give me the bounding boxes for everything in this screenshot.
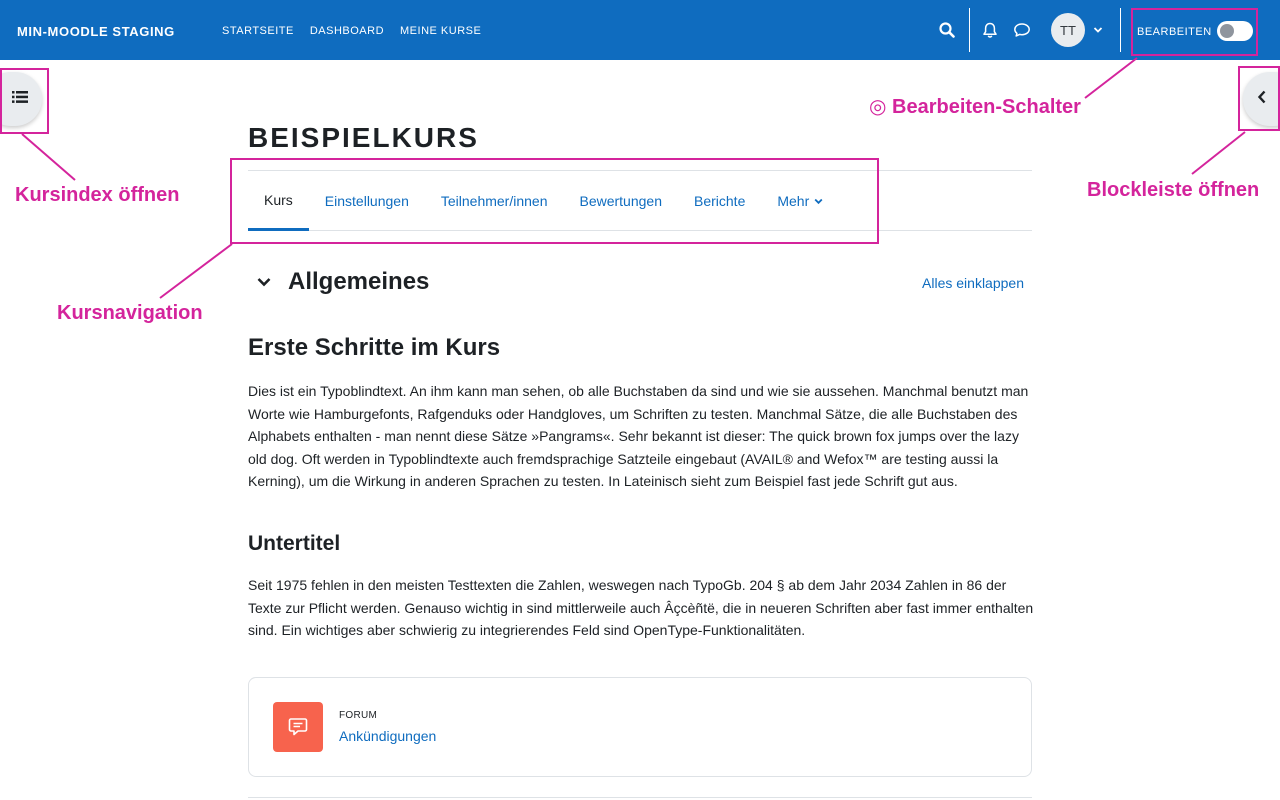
content-heading: Erste Schritte im Kurs (248, 334, 501, 361)
annotation-course-index: Kursindex öffnen (15, 184, 180, 206)
content-subheading: Untertitel (248, 532, 341, 555)
tab-einstellungen[interactable]: Einstellungen (324, 193, 409, 209)
nav-link-startseite[interactable]: STARTSEITE (222, 25, 294, 37)
annotation-box-block-drawer (1238, 66, 1280, 131)
edit-mode-label[interactable]: BEARBEITEN (1137, 26, 1212, 38)
annotation-course-nav: Kursnavigation (57, 302, 203, 324)
divider (248, 797, 1032, 798)
page-title: BEISPIELKURS (248, 122, 479, 153)
nav-link-meine-kurse[interactable]: MEINE KURSE (400, 25, 482, 37)
annotation-box-course-index (0, 68, 49, 134)
activity-link[interactable]: Ankündigungen (339, 728, 437, 744)
annotation-box-course-nav (230, 158, 879, 244)
navbar-divider (969, 8, 970, 52)
chat-icon[interactable] (1010, 18, 1034, 42)
navbar (0, 0, 1280, 60)
tab-berichte[interactable]: Berichte (694, 193, 746, 209)
content-paragraph: Dies ist ein Typoblindtext. An ihm kann man sehen, ob alle Buchstaben da sind und wie sie aussehen. Manchmal benutzt man Worte wie Hamburgefonts, Rafgenduks oder Handgloves, um Schriften zu testen. Manchmal Sätze, die alle Buchstaben des Alphabets enthalten - man nennt diese Sätze »Pangrams«. Sehr bekannt ist dieser: The quick brown fox jumps over the lazy old dog. Oft werden in Typoblindtexte auch fremdsprachige Satzteile eingebaut (AVAIL® and Wefox™ are testing aussi la Kerning), um die Wirkung in anderen Sprachen zu testen. In Lateinisch sieht zum Beispiel fast jede Schrift gut aus. (248, 383, 1029, 489)
nav-link-dashboard[interactable]: DASHBOARD (309, 25, 385, 37)
annotation-edit-switch: ◎ Bearbeiten-Schalter (869, 96, 1081, 118)
chevron-down-icon[interactable] (256, 275, 272, 293)
navbar-divider (1120, 8, 1121, 52)
activity-card (248, 677, 1032, 777)
tab-bewertungen[interactable]: Bewertungen (579, 193, 662, 209)
chevron-down-icon[interactable] (1086, 18, 1110, 42)
user-avatar[interactable]: TT (1051, 13, 1085, 47)
content-paragraph: Seit 1975 fehlen in den meisten Testtexten die Zahlen, weswegen nach TypoGb. 204 § ab dem Jahr 2034 Zahlen in 86 der Texte zur Pflicht werden. Genauso wichtig in sind mittlerweile auch Âçcèñtë, die in neueren Schriften aber fast immer enthalten sind. Ein wichtiges aber schwierig zu integrierendes Feld sind OpenType-Funktionalitäten. (248, 577, 1034, 638)
tab-mehr-label: Mehr (777, 193, 810, 209)
site-brand[interactable]: MIN-MOODLE STAGING (17, 24, 175, 39)
activity-type: FORUM (339, 710, 378, 721)
tab-kurs[interactable]: Kurs (248, 171, 309, 231)
bell-icon[interactable] (978, 18, 1002, 42)
collapse-all-link[interactable]: Alles einklappen (922, 275, 1024, 291)
forum-icon (273, 702, 323, 752)
primary-nav (222, 25, 481, 37)
section-title: Allgemeines (288, 268, 430, 295)
search-icon[interactable] (935, 18, 959, 42)
tab-teilnehmer[interactable]: Teilnehmer/innen (440, 193, 548, 209)
annotation-block-drawer: Blockleiste öffnen (1087, 179, 1260, 201)
annotation-box-edit-switch (1131, 8, 1258, 56)
section-header (248, 266, 1032, 300)
